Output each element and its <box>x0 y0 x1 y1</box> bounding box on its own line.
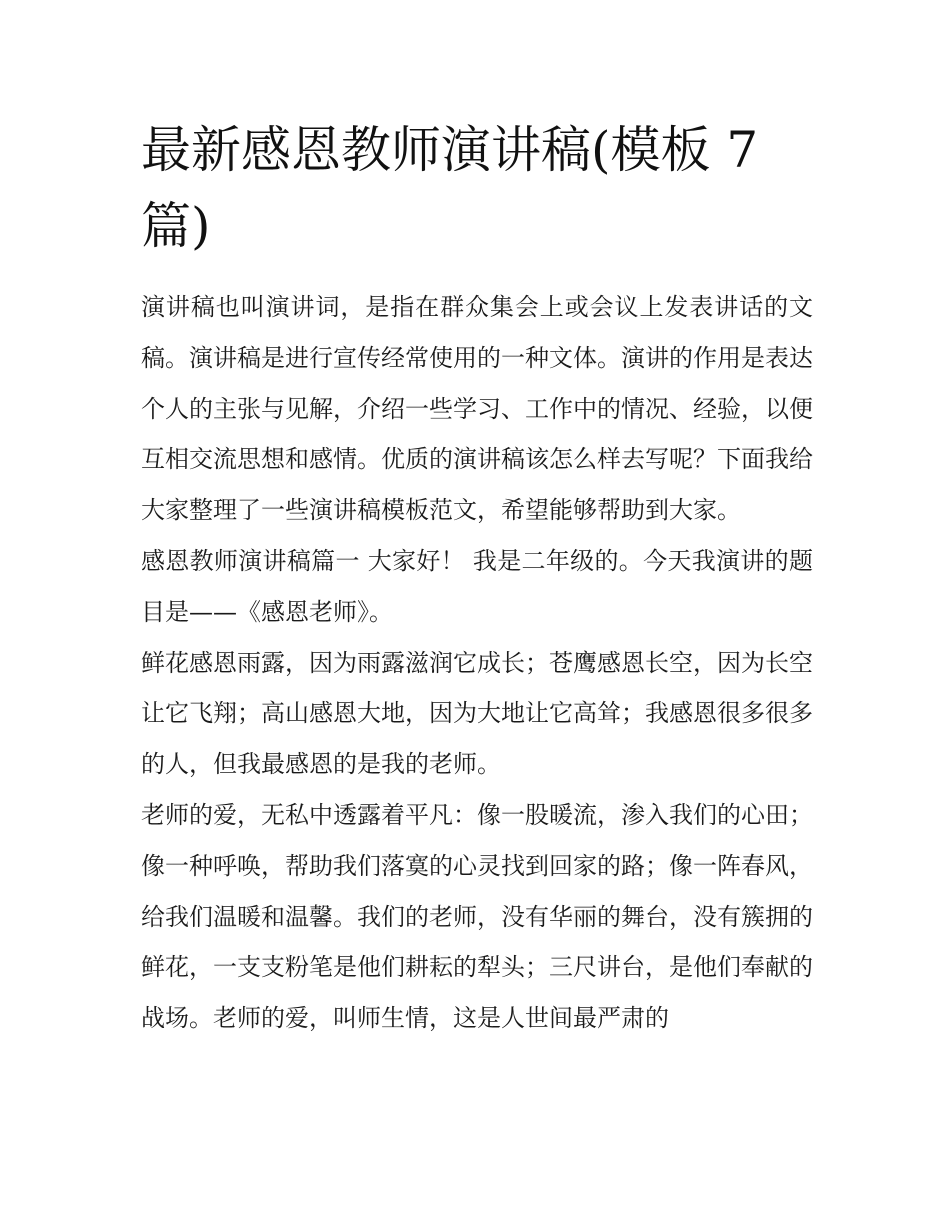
paragraph-intro: 演讲稿也叫演讲词，是指在群众集会上或会议上发表讲话的文稿。演讲稿是进行宣传经常使用的一种文体。演讲的作用是表达个人的主张与见解，介绍一些学习、工作中的情况、经验，以便互相交流思想和感情。优质的演讲稿该怎么样去写呢？下面我给大家整理了一些演讲稿模板范文，希望能够帮助到大家。 <box>141 293 813 525</box>
paragraph-greeting: 感恩教师演讲稿篇一 大家好！ 我是二年级的。今天我演讲的题目是——《感恩老师》。 <box>141 546 813 626</box>
paragraph-teacher-love: 老师的爱，无私中透露着平凡：像一股暖流，渗入我们的心田；像一种呼唤，帮助我们落寞的心灵找到回家的路；像一阵春风，给我们温暖和温馨。我们的老师，没有华丽的舞台，没有簇拥的鲜花，一支支粉笔是他们耕耘的犁头；三尺讲台，是他们奉献的战场。老师的爱，叫师生情，这是人世间最严肃的 <box>141 800 813 1033</box>
paragraph-gratitude: 鲜花感恩雨露，因为雨露滋润它成长；苍鹰感恩长空，因为长空让它飞翔；高山感恩大地，因为大地让它高耸；我感恩很多很多的人，但我最感恩的是我的老师。 <box>141 648 813 779</box>
document-content <box>141 112 813 1044</box>
document-title: 最新感恩教师演讲稿(模板 7 篇) <box>141 121 759 255</box>
document-body <box>141 282 813 1044</box>
